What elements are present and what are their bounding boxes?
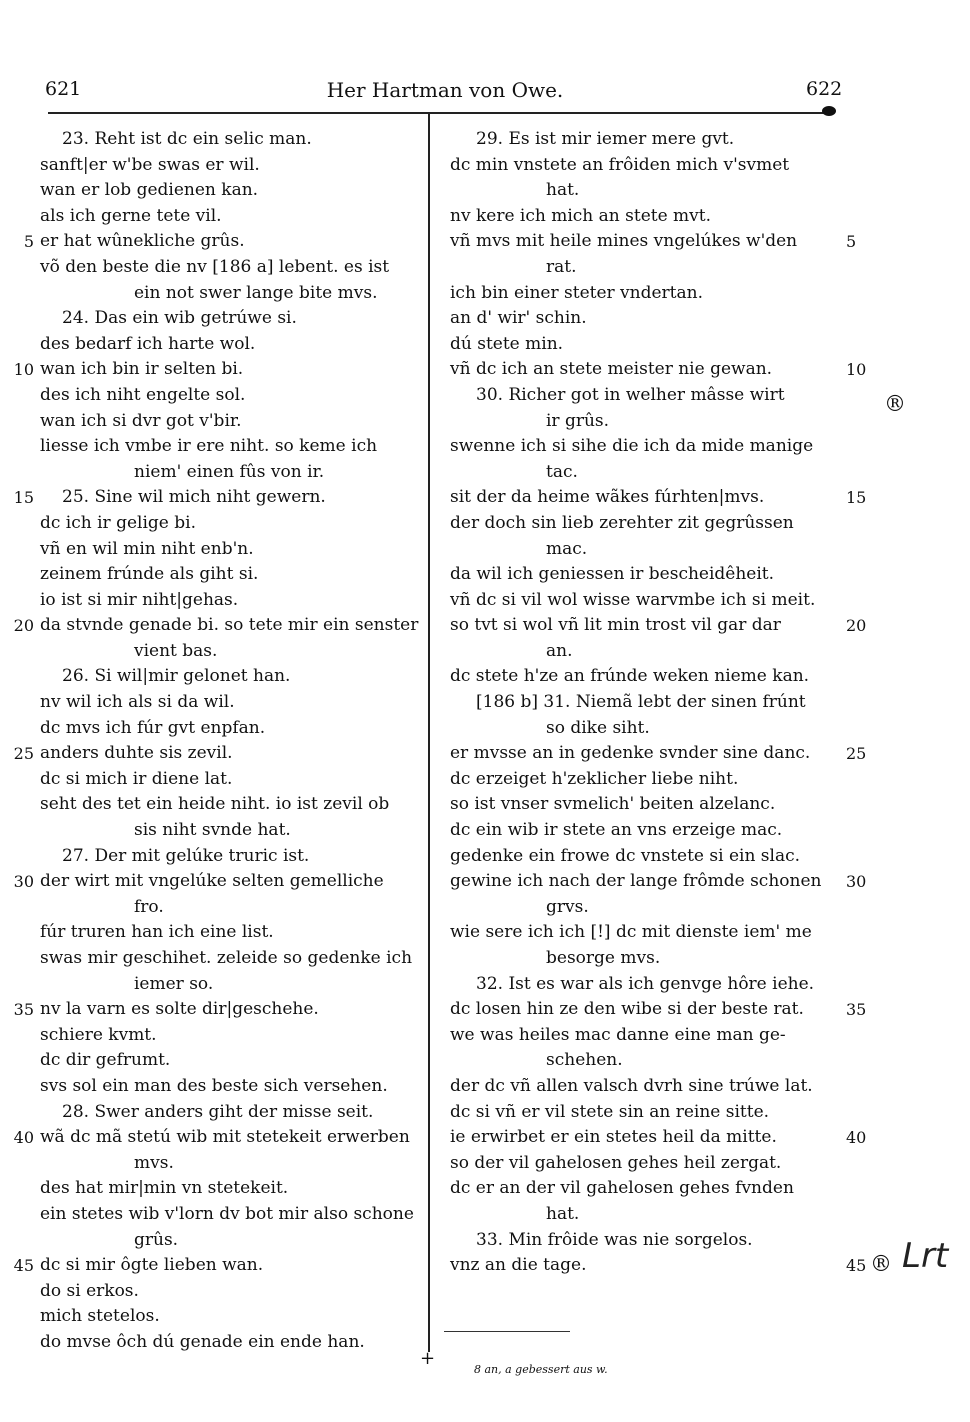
verse-text: fúr truren han ich eine list. <box>40 922 274 943</box>
verse-line <box>24 511 424 537</box>
verse-text: an. <box>546 640 573 661</box>
verse-line <box>13 485 424 511</box>
verse-text: dc si mir ôgte lieben wan. <box>40 1255 264 1276</box>
verse-line <box>24 792 424 818</box>
verse-line <box>24 204 424 230</box>
verse-line <box>446 460 856 486</box>
verse-text: 27. Der mit gelúke truric ist. <box>62 845 310 866</box>
footnote: 8 an, a gebessert aus w. <box>474 1363 608 1376</box>
verse-text: dc er an der vil gahelosen gehes fvnden <box>450 1178 794 1199</box>
verse-text: schehen. <box>546 1050 623 1071</box>
verse-text: seht des tet ein heide niht. io ist zevil ob <box>40 794 390 815</box>
verse-text: hat. <box>546 180 580 201</box>
verse-text: dc erzeiget h'zeklicher liebe niht. <box>450 768 739 789</box>
verse-text: besorge mvs. <box>546 948 661 968</box>
verse-text: [186 b] 31. Niemã lebt der sinen frúnt <box>476 692 806 713</box>
verse-text: mac. <box>546 538 588 559</box>
verse-text: wie sere ich ich [!] dc mit dienste iem' me <box>450 922 812 943</box>
verse-text: er hat wûnekliche grûs. <box>40 231 245 252</box>
verse-text: des ich niht engelte sol. <box>40 384 246 405</box>
verse-line <box>446 537 856 563</box>
verse-line <box>446 869 867 895</box>
verse-line <box>446 255 856 281</box>
verse-line <box>446 741 867 767</box>
verse-text: tac. <box>546 461 578 482</box>
verse-line <box>446 588 856 614</box>
verse-line <box>446 690 856 716</box>
verse-text: hat. <box>546 1203 580 1224</box>
verse-line <box>13 1125 424 1151</box>
verse-line <box>446 1074 856 1100</box>
line-number: 35 <box>846 1000 867 1020</box>
verse-line <box>446 281 856 307</box>
line-number: 10 <box>13 360 34 380</box>
verse-line <box>446 127 856 153</box>
verse-text: wan ich si dvr got v'bir. <box>40 410 242 431</box>
verse-line <box>24 562 424 588</box>
verse-text: der dc vñ allen valsch dvrh sine trúwe lat. <box>450 1075 813 1096</box>
verse-line <box>446 434 856 460</box>
verse-line <box>446 204 856 230</box>
verse-text: sis niht svnde hat. <box>134 820 291 841</box>
verse-text: dc min vnstete an frôiden mich v'svmet <box>450 154 790 175</box>
verse-text: mich stetelos. <box>40 1306 160 1327</box>
verse-text: dc mvs ich fúr gvt enpfan. <box>40 717 266 738</box>
verse-line <box>13 997 424 1023</box>
verse-text: 26. Si wil|mir gelonet han. <box>62 666 291 687</box>
verse-text: so tvt si wol vñ lit min trost vil gar dar <box>450 615 781 636</box>
verse-line <box>13 613 424 639</box>
left-column <box>13 127 424 1356</box>
verse-line <box>24 460 424 486</box>
header-rule <box>48 112 830 114</box>
verse-text: svs sol ein man des beste sich versehen. <box>40 1075 388 1096</box>
verse-line <box>24 639 424 665</box>
verse-text: vñ en wil min niht enb'n. <box>40 538 254 559</box>
verse-text: wan ich bin ir selten bi. <box>40 359 244 380</box>
verse-text: 24. Das ein wib getrúwe si. <box>62 308 297 329</box>
line-number: 15 <box>846 488 867 508</box>
column-divider <box>428 112 430 1352</box>
verse-line <box>446 178 856 204</box>
verse-text: sanft|er w'be swas er wil. <box>40 154 260 175</box>
verse-text: 23. Reht ist dc ein selic man. <box>62 129 312 149</box>
verse-line <box>446 1048 856 1074</box>
verse-text: nv la varn es solte dir|geschehe. <box>40 999 319 1020</box>
verse-line <box>24 1304 424 1330</box>
verse-line <box>446 306 856 332</box>
verse-text: 32. Ist es war als ich genvge hôre iehe. <box>476 973 815 994</box>
verse-text: dc si mich ir diene lat. <box>40 768 233 789</box>
verse-text: io ist si mir niht|gehas. <box>40 589 239 610</box>
verse-text: 25. Sine wil mich niht gewern. <box>62 487 326 508</box>
verse-text: swas mir geschihet. zeleide so gedenke ich <box>40 948 413 968</box>
verse-text: 29. Es ist mir iemer mere gvt. <box>476 129 735 149</box>
verse-line <box>24 767 424 793</box>
verse-line <box>24 1074 424 1100</box>
verse-text: ie erwirbet er ein stetes heil da mitte. <box>450 1127 777 1148</box>
verse-line <box>446 153 856 179</box>
verse-line <box>13 1253 424 1279</box>
verse-line <box>13 869 424 895</box>
verse-text: 33. Min frôide was nie sorgelos. <box>476 1229 753 1250</box>
page-number-right: 622 <box>806 78 843 100</box>
verse-text: wã dc mã stetú wib mit stetekeit erwerben <box>40 1127 410 1148</box>
verse-text: 28. Swer anders giht der misse seit. <box>62 1101 374 1122</box>
verse-line <box>24 383 424 409</box>
verse-text: gedenke ein frowe dc vnstete si ein slac. <box>450 845 801 866</box>
line-number: 20 <box>846 616 867 636</box>
verse-text: nv kere ich mich an stete mvt. <box>450 205 712 226</box>
margin-mark-stanza-30: ® <box>884 392 906 417</box>
verse-line <box>24 588 424 614</box>
verse-line <box>24 1176 424 1202</box>
verse-line <box>24 716 424 742</box>
verse-line <box>446 332 856 358</box>
verse-text: dú stete min. <box>450 333 564 354</box>
verse-line <box>446 1228 856 1254</box>
verse-line <box>446 1100 856 1126</box>
verse-line <box>446 1176 856 1202</box>
verse-line <box>446 818 856 844</box>
verse-line <box>24 895 424 921</box>
verse-text: 30. Richer got in welher mâsse wirt <box>476 384 785 405</box>
verse-line <box>446 767 856 793</box>
verse-text: anders duhte sis zevil. <box>40 743 233 764</box>
line-number: 25 <box>846 744 867 764</box>
verse-line <box>24 434 424 460</box>
verse-line <box>446 1023 856 1049</box>
verse-text: swenne ich si sihe die ich da mide manige <box>450 436 814 457</box>
running-title: Her Hartman von Owe. <box>326 78 564 102</box>
verse-line <box>446 844 856 870</box>
verse-text: gewine ich nach der lange frômde schonen <box>450 871 822 892</box>
verse-line <box>24 1100 424 1126</box>
verse-text: niem' einen fûs von ir. <box>134 461 325 482</box>
verse-text: der wirt mit vngelúke selten gemelliche <box>40 871 384 892</box>
line-number: 40 <box>13 1128 34 1148</box>
footnote-rule <box>444 1331 570 1332</box>
verse-text: er mvsse an in gedenke svnder sine danc. <box>450 743 811 764</box>
verse-line <box>446 511 856 537</box>
verse-text: sit der da heime wãkes fúrhten|mvs. <box>450 487 765 508</box>
verse-text: wan er lob gedienen kan. <box>40 180 259 201</box>
verse-text: des bedarf ich harte wol. <box>40 333 256 354</box>
verse-text: da stvnde genade bi. so tete mir ein senster <box>40 615 419 636</box>
line-number: 10 <box>846 360 867 380</box>
verse-line <box>13 741 424 767</box>
line-number: 5 <box>23 232 34 252</box>
verse-text: dc stete h'ze an frúnde weken nieme kan. <box>450 666 810 687</box>
verse-text: mvs. <box>134 1152 174 1173</box>
verse-line <box>24 255 424 281</box>
verse-line <box>24 281 424 307</box>
verse-line <box>24 844 424 870</box>
verse-line <box>24 690 424 716</box>
verse-text: we was heiles mac danne eine man ge- <box>450 1024 786 1045</box>
verse-line <box>446 613 867 639</box>
verse-text: vnz an die tage. <box>450 1255 587 1276</box>
verse-line <box>446 920 856 946</box>
right-column <box>446 127 867 1279</box>
verse-text: an d' wir' schin. <box>450 308 587 329</box>
verse-line <box>24 306 424 332</box>
verse-line <box>24 818 424 844</box>
verse-line <box>446 485 867 511</box>
verse-line <box>446 664 856 690</box>
verse-text: zeinem frúnde als giht si. <box>40 564 259 585</box>
verse-text: da wil ich geniessen ir bescheidêheit. <box>450 564 775 585</box>
verse-line <box>24 946 424 972</box>
verse-text: dc si vñ er vil stete sin an reine sitte. <box>450 1101 770 1122</box>
margin-mark-stanza-33: ® <box>870 1252 892 1277</box>
verse-line <box>446 1151 856 1177</box>
verse-line <box>24 1202 424 1228</box>
verse-text: võ den beste die nv [186 a] lebent. es ist <box>40 256 390 277</box>
verse-line <box>24 664 424 690</box>
verse-line <box>24 1228 424 1254</box>
verse-line <box>446 1125 867 1151</box>
line-number: 40 <box>846 1128 867 1148</box>
verse-text: ein not swer lange bite mvs. <box>134 282 378 303</box>
divider-cross-ornament: + <box>420 1348 436 1369</box>
verse-text: so dike siht. <box>546 717 650 738</box>
verse-line <box>446 383 856 409</box>
verse-text: do mvse ôch dú genade ein ende han. <box>40 1331 365 1352</box>
verse-text: vient bas. <box>134 640 218 661</box>
verse-line <box>24 1023 424 1049</box>
verse-line <box>446 1202 856 1228</box>
verse-text: grvs. <box>546 896 589 917</box>
verse-text: vñ dc ich an stete meister nie gewan. <box>450 359 773 380</box>
line-number: 45 <box>13 1256 34 1276</box>
verse-line <box>446 792 856 818</box>
line-number: 30 <box>13 872 34 892</box>
rule-ornament <box>822 106 836 116</box>
verse-text: rat. <box>546 256 577 277</box>
verse-line <box>24 1151 424 1177</box>
verse-text: grûs. <box>134 1229 179 1250</box>
verse-text: do si erkos. <box>40 1280 139 1301</box>
line-number: 25 <box>13 744 34 764</box>
verse-text: nv wil ich als si da wil. <box>40 692 235 713</box>
line-number: 35 <box>13 1000 34 1020</box>
verse-text: fro. <box>134 896 164 917</box>
verse-text: vñ mvs mit heile mines vngelúkes w'den <box>450 231 798 252</box>
line-number: 30 <box>846 872 867 892</box>
verse-text: dc dir gefrumt. <box>40 1050 171 1071</box>
verse-line <box>24 1330 424 1356</box>
verse-line <box>24 537 424 563</box>
verse-line <box>24 1048 424 1074</box>
verse-text: dc ein wib ir stete an vns erzeige mac. <box>450 820 783 841</box>
verse-text: iemer so. <box>134 973 214 994</box>
line-number: 5 <box>846 232 857 252</box>
verse-line <box>446 972 856 998</box>
verse-line <box>446 357 867 383</box>
verse-line <box>446 1253 867 1279</box>
verse-line <box>13 357 424 383</box>
verse-line <box>24 153 424 179</box>
verse-text: so ist vnser svmelich' beiten alzelanc. <box>450 794 776 815</box>
line-number: 45 <box>846 1256 867 1276</box>
verse-line <box>446 895 856 921</box>
verse-text: ein stetes wib v'lorn dv bot mir also schone <box>40 1203 414 1224</box>
verse-line <box>24 920 424 946</box>
page-number-left: 621 <box>45 78 82 100</box>
verse-line <box>446 409 856 435</box>
verse-line <box>24 972 424 998</box>
verse-text: vñ dc si vil wol wisse warvmbe ich si meit. <box>450 589 816 610</box>
verse-text: des hat mir|min vn stetekeit. <box>40 1178 289 1199</box>
verse-text: schiere kvmt. <box>40 1024 157 1045</box>
verse-text: dc losen hin ze den wibe si der beste rat. <box>450 999 804 1020</box>
verse-line <box>446 716 856 742</box>
verse-text: ir grûs. <box>546 410 610 431</box>
verse-text: so der vil gahelosen gehes heil zergat. <box>450 1152 782 1173</box>
line-number: 15 <box>13 488 34 508</box>
handwritten-annotation: Lrt <box>902 1236 949 1276</box>
verse-line <box>24 127 424 153</box>
verse-line <box>446 229 856 255</box>
verse-line <box>24 229 424 255</box>
verse-line <box>446 562 856 588</box>
verse-line <box>446 639 856 665</box>
verse-text: liesse ich vmbe ir ere niht. so keme ich <box>40 436 378 457</box>
verse-line <box>446 946 856 972</box>
verse-line <box>446 997 867 1023</box>
verse-line <box>24 332 424 358</box>
verse-text: als ich gerne tete vil. <box>40 205 222 226</box>
verse-line <box>24 1279 424 1305</box>
verse-line <box>24 409 424 435</box>
verse-line <box>24 178 424 204</box>
line-number: 20 <box>13 616 34 636</box>
verse-text: der doch sin lieb zerehter zit gegrûssen <box>450 512 794 533</box>
verse-text: dc ich ir gelige bi. <box>40 512 196 533</box>
verse-text: ich bin einer steter vndertan. <box>450 282 703 303</box>
